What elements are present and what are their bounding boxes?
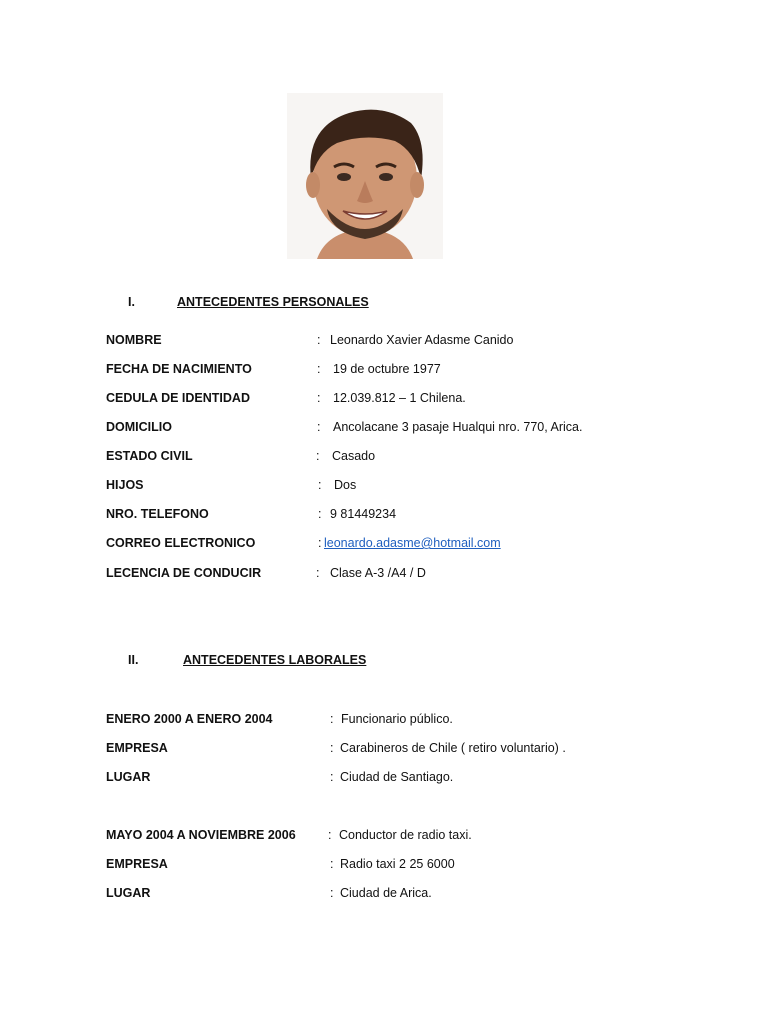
section-number: I. xyxy=(128,295,135,309)
field-value-birthdate: 19 de octubre 1977 xyxy=(333,362,441,376)
field-separator: : xyxy=(330,886,334,900)
profile-photo xyxy=(287,93,443,259)
field-label: ESTADO CIVIL xyxy=(106,449,193,463)
field-label: HIJOS xyxy=(106,478,144,492)
field-separator: : xyxy=(330,712,334,726)
field-separator: : xyxy=(318,478,322,492)
field-label: EMPRESA xyxy=(106,857,168,871)
field-label: CEDULA DE IDENTIDAD xyxy=(106,391,250,405)
job-position: Conductor de radio taxi. xyxy=(339,828,472,842)
section-number: II. xyxy=(128,653,139,667)
job-location: Ciudad de Arica. xyxy=(340,886,432,900)
field-value-address: Ancolacane 3 pasaje Hualqui nro. 770, Arica. xyxy=(333,420,583,434)
field-separator: : xyxy=(318,536,322,550)
field-label: EMPRESA xyxy=(106,741,168,755)
field-label: CORREO ELECTRONICO xyxy=(106,536,256,550)
field-label: LUGAR xyxy=(106,886,151,900)
field-separator: : xyxy=(317,362,321,376)
job-period: ENERO 2000 A ENERO 2004 xyxy=(106,712,273,726)
field-separator: : xyxy=(317,391,321,405)
field-value-license: Clase A-3 /A4 / D xyxy=(330,566,426,580)
field-separator: : xyxy=(318,507,322,521)
field-label: LECENCIA DE CONDUCIR xyxy=(106,566,262,580)
field-value-marital: Casado xyxy=(332,449,376,463)
field-value-name: Leonardo Xavier Adasme Canido xyxy=(330,333,514,347)
field-separator: : xyxy=(316,449,320,463)
job-location: Ciudad de Santiago. xyxy=(340,770,454,784)
field-separator: : xyxy=(330,741,334,755)
email-link[interactable]: leonardo.adasme@hotmail.com xyxy=(324,536,501,550)
section-title-personal: ANTECEDENTES PERSONALES xyxy=(177,295,369,309)
field-separator: : xyxy=(317,420,321,434)
job-position: Funcionario público. xyxy=(341,712,453,726)
field-separator: : xyxy=(316,566,320,580)
field-value-children: Dos xyxy=(334,478,357,492)
job-company: Carabineros de Chile ( retiro voluntario) . xyxy=(340,741,566,755)
field-label: NOMBRE xyxy=(106,333,162,347)
field-separator: : xyxy=(317,333,321,347)
field-label: LUGAR xyxy=(106,770,151,784)
job-company: Radio taxi 2 25 6000 xyxy=(340,857,455,871)
field-label: DOMICILIO xyxy=(106,420,172,434)
job-period: MAYO 2004 A NOVIEMBRE 2006 xyxy=(106,828,296,842)
field-separator: : xyxy=(330,770,334,784)
field-label: FECHA DE NACIMIENTO xyxy=(106,362,252,376)
field-separator: : xyxy=(330,857,334,871)
section-title-work: ANTECEDENTES LABORALES xyxy=(183,653,367,667)
field-value-phone: 9 81449234 xyxy=(330,507,397,521)
field-value-id: 12.039.812 – 1 Chilena. xyxy=(333,391,466,405)
field-label: NRO. TELEFONO xyxy=(106,507,209,521)
field-separator: : xyxy=(328,828,332,842)
